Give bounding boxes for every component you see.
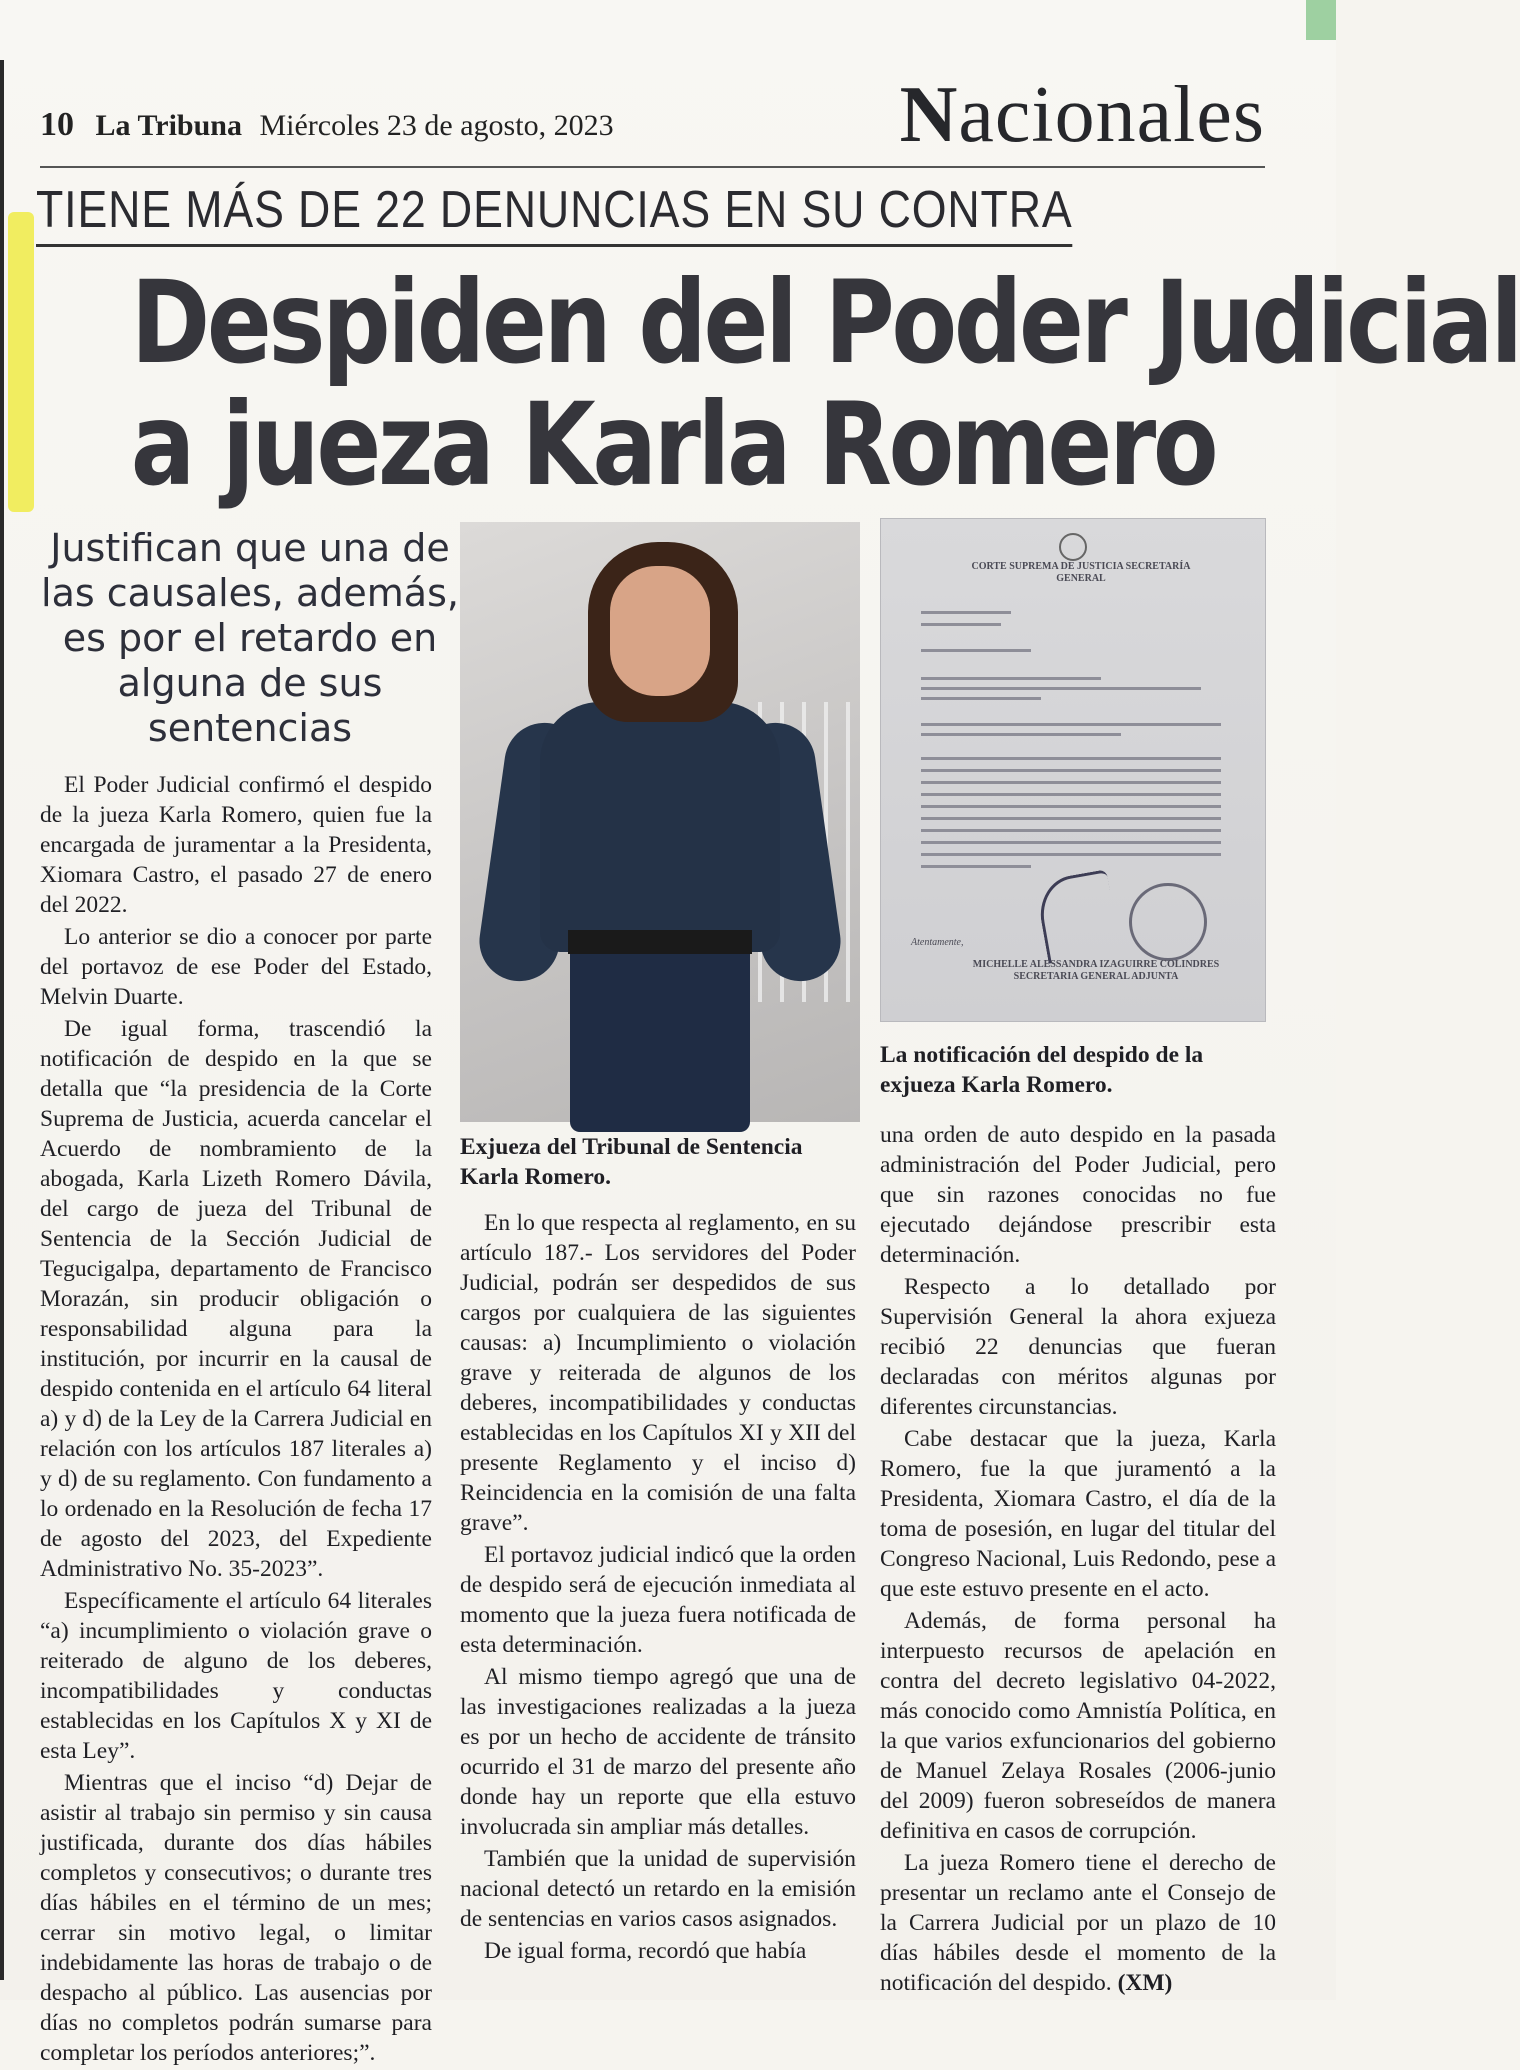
signature-mark [1034, 869, 1120, 963]
document-line [921, 769, 1221, 772]
paragraph: Específicamente el artículo 64 literales “a) incumplimiento o violación grave o reiterado de alguno de los deberes, incompatibilidades y conductas establecidas en los Capítulos X y XI de esta Ley”. [40, 1588, 432, 1764]
paragraph: El Poder Judicial confirmó el despido de la jueza Karla Romero, quien fue la encargada de juramentar a la Presidenta, Xiomara Castro, el pasado 27 de enero del 2022. [40, 772, 432, 918]
photo-caption: Exjueza del Tribunal de Sentencia Karla Romero. [460, 1134, 803, 1190]
paragraph: El portavoz judicial indicó que la orden de despido será de ejecución inmediata al momento que la jueza fuera notificada de esta determinación. [460, 1542, 856, 1658]
document-line [921, 817, 1221, 820]
publication-name: La Tribuna [95, 109, 242, 142]
judge-photo [460, 522, 860, 1122]
publication-date: Miércoles 23 de agosto, 2023 [259, 109, 614, 142]
paragraph: En lo que respecta al reglamento, en su artículo 187.- Los servidores del Poder Judicial, podrán ser despedidos de sus cargos por cualquiera de las siguientes causas: a) Incumplimiento o violación grave y reiterada de algunos de los deberes, incompatibilidades y conductas establecidas en los Capítulos XI y XII del presente Reglamento y el inciso d) Reincidencia en la comisión de una falta grave”. [460, 1210, 856, 1536]
photo-figure-legs [570, 942, 750, 1132]
document-line [921, 611, 1011, 614]
document-line [921, 865, 1031, 868]
header-rule [40, 166, 1265, 168]
deck-subheadline: Justifican que una de las causales, además, es por el retardo en alguna de sus sentencias [41, 526, 459, 750]
document-line [921, 793, 1221, 796]
document-line [921, 853, 1221, 856]
headline-line-1: Despiden del Poder Judicial [130, 256, 1520, 389]
photo-figure-torso [540, 702, 780, 952]
paragraph: Además, de forma personal ha interpuesto recursos de apelación en contra del decreto legislativo 04-2022, más conocido como Amnistía Política, en la que varios exfuncionarios del gobierno de Manuel Zelaya Rosales (2006-junio del 2009) fueron sobreseídos de manera definitiva en casos de corrupción. [880, 1608, 1276, 1844]
document-heading: CORTE SUPREMA DE JUSTICIA SECRETARÍA GENERAL [971, 561, 1191, 584]
document-line [921, 829, 1221, 832]
document-line [921, 649, 1031, 652]
article-column-2 [460, 1208, 856, 1968]
page-number: 10 [40, 106, 74, 143]
section-title-initial: N [899, 71, 959, 159]
paragraph: De igual forma, trascendió la notificación de despido en la que se detalla que “la presidencia de la Corte Suprema de Justicia, acuerda cancelar el Acuerdo de nombramiento de la abogada, Karla Lizeth Romero Dávila, del cargo de jueza del Tribunal de Sentencia de la Sección Judicial de Tegucigalpa, departamento de Francisco Morazán, sin producir obligación o responsabilidad alguna para la institución, por incurrir en la causal de despido contenida en el artículo 64 literal a) y d) de la Ley de la Carrera Judicial en relación con los artículos 187 literales a) y d) de su reglamento. Con fundamento a lo ordenado en la Resolución de fecha 17 de agosto del 2023, del Expediente Administrativo No. 35-2023”. [40, 1016, 432, 1582]
paragraph-final [880, 1848, 1276, 1998]
document-caption: La notificación del despido de la exjueza Karla Romero. [880, 1042, 1204, 1098]
document-line [921, 733, 1121, 736]
paragraph: Al mismo tiempo agregó que una de las investigaciones realizadas a la jueza es por un hecho de accidente de tránsito ocurrido el 31 de marzo del presente año donde hay un reporte que ella estuvo involucrada sin ampliar más detalles. [460, 1664, 856, 1840]
folio [40, 106, 614, 144]
document-line [921, 805, 1221, 808]
paragraph: También que la unidad de supervisión nacional detectó un retardo en la emisión de sentencias en varios casos asignados. [460, 1846, 856, 1932]
article-column-1 [40, 770, 432, 2070]
section-title-rest: acionales [958, 71, 1265, 159]
paragraph: Cabe destacar que la jueza, Karla Romero, fue la que juramentó a la Presidenta, Xiomara Castro, el día de la toma de posesión, en lugar del titular del Congreso Nacional, Luis Redondo, pese a que este estuvo presente en el acto. [880, 1426, 1276, 1602]
document-line [921, 677, 1101, 680]
paragraph: De igual forma, recordó que había [484, 1938, 807, 1964]
document-line [921, 781, 1221, 784]
final-paragraph-text: La jueza Romero tiene el derecho de presentar un reclamo ante el Consejo de la Carrera Judicial por un plazo de 10 días hábiles desde el momento de la notificación del despido. [880, 1850, 1276, 1996]
headline [30, 256, 1520, 511]
paragraph-continued: una orden de auto despido en la pasada administración del Poder Judicial, pero que sin razones conocidas no fue ejecutado dejándose prescribir esta determinación. [880, 1122, 1276, 1268]
photo-figure-belt [568, 930, 752, 954]
document-line [921, 757, 1221, 760]
paragraph: Respecto a lo detallado por Supervisión General la ahora exjueza recibió 22 denuncias que fueran declaradas con méritos algunas por diferentes circunstancias. [880, 1274, 1276, 1420]
document-line [921, 623, 1001, 626]
page-edge [0, 60, 4, 1980]
document-line [921, 687, 1201, 690]
page-tab-marker [1306, 0, 1336, 40]
section-title [900, 70, 1265, 161]
court-emblem-icon [1059, 533, 1087, 561]
paragraph: Mientras que el inciso “d) Dejar de asistir al trabajo sin permiso y sin causa justificada, durante dos días hábiles completos y consecutivos; o durante tres días hábiles en el término de un mes; cerrar sin motivo legal, o limitar indebidamente las horas de trabajo o de despacho al público. Las ausencias por días no completos podrán sumarse para completar los períodos anteriores;”. [40, 1770, 432, 2066]
document-line [921, 697, 1041, 700]
notification-document-image [880, 518, 1266, 1022]
document-line [921, 723, 1221, 726]
paragraph: Lo anterior se dio a conocer por parte del portavoz de ese Poder del Estado, Melvin Duarte. [40, 924, 432, 1010]
headline-line-2: a jueza Karla Romero [130, 378, 1216, 511]
document-closing: Atentamente, [911, 937, 964, 948]
photo-figure-face [610, 566, 710, 696]
document-line [921, 841, 1221, 844]
page-header [40, 62, 1265, 172]
byline: (XM) [1117, 1970, 1173, 1996]
official-seal [1129, 883, 1207, 961]
kicker: TIENE MÁS DE 22 DENUNCIAS EN SU CONTRA [36, 180, 1073, 247]
article-column-3 [880, 1120, 1276, 2000]
document-signer: MICHELLE ALESSANDRA IZAGUIRRE COLINDRES SECRETARIA GENERAL ADJUNTA [972, 959, 1220, 982]
